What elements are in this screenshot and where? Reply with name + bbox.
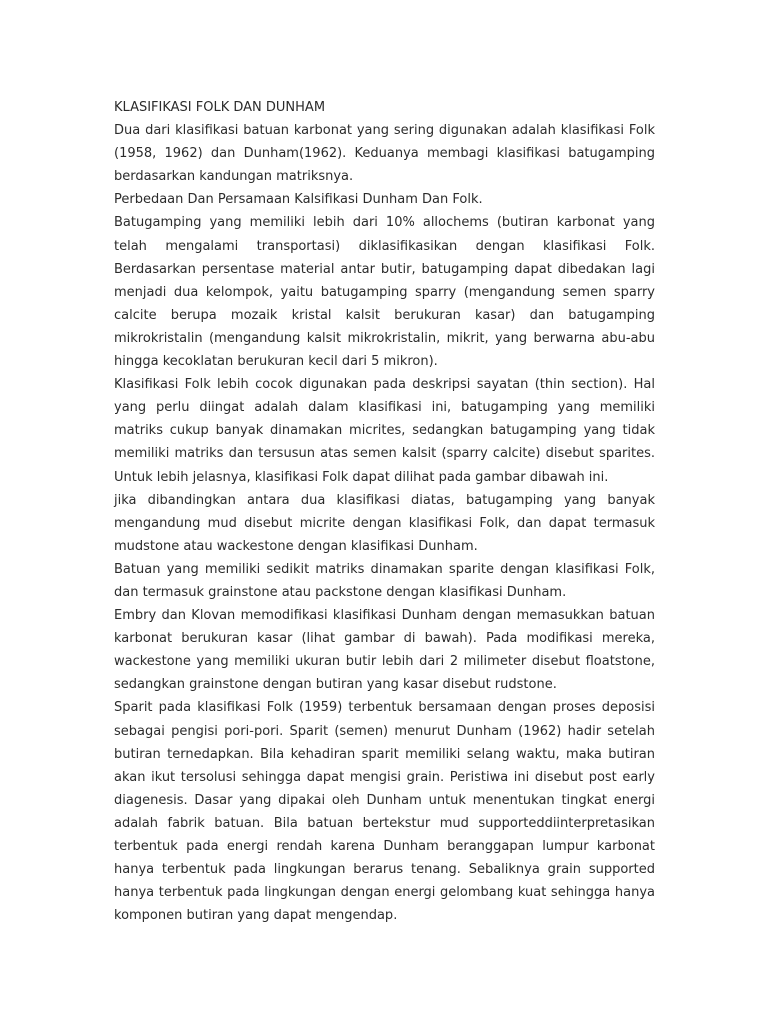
paragraph-embry-klovan: Embry dan Klovan memodifikasi klasifikasi Dunham dengan memasukkan batuan karbonat berukuran kasar (lihat gambar di bawah). Pada modifikasi mereka, wackestone yang memiliki ukuran butir lebih dari 2 milimeter disebut floatstone, sedangkan grainstone dengan butiran yang kasar disebut rudstone. — [114, 608, 655, 693]
paragraph-subheading: Perbedaan Dan Persamaan Kalsifikasi Dunham Dan Folk. — [114, 192, 483, 208]
paragraph-comparison: jika dibandingkan antara dua klasifikasi diatas, batugamping yang banyak mengandung mud disebut micrite dengan klasifikasi Folk, dan dapat termasuk mudstone atau wackestone dengan klasifikasi Dunham. — [114, 492, 655, 554]
paragraph-sparit-diagenesis: Sparit pada klasifikasi Folk (1959) terbentuk bersamaan dengan proses deposisi sebagai pengisi pori-pori. Sparit (semen) menurut Dunham (1962) hadir setelah butiran ternedapkan. Bila kehadiran sparit memiliki selang waktu, maka butiran akan ikut tersolusi sehingga dapat mengisi grain. Peristiwa ini disebut post early diagenesis. Dasar yang dipakai oleh Dunham untuk menentukan tingkat energi adalah fabrik batuan. Bila batuan bertekstur mud supporteddiinterpretasikan terbentuk pada energi rendah karena Dunham beranggapan lumpur karbonat hanya terbentuk pada lingkungan berarus tenang. Sebaliknya grain supported hanya terbentuk pada lingkungan dengan energi gelombang kuat sehingga hanya komponen butiran yang dapat mengendap. — [114, 700, 655, 924]
paragraph-allochems: Batugamping yang memiliki lebih dari 10% allochems (butiran karbonat yang telah mengalami transportasi) diklasifikasikan dengan klasifikasi Folk. Berdasarkan persentase material antar butir, batugamping dapat dibedakan lagi menjadi dua kelompok, yaitu batugamping sparry (mengandung semen sparry calcite berupa mozaik kristal kalsit berukuran kasar) dan batugamping mikrokristalin (mengandung kalsit mikrokristalin, mikrit, yang berwarna abu-abu hingga kecoklatan berukuran kecil dari 5 mikron). — [114, 215, 655, 370]
document-title: KLASIFIKASI FOLK DAN DUNHAM — [114, 100, 326, 115]
paragraph-folk-thin-section: Klasifikasi Folk lebih cocok digunakan pada deskripsi sayatan (thin section). Hal yang perlu diingat adalah dalam klasifikasi ini, batugamping yang memiliki matriks cukup banyak dinamakan micrites, sedangkan batugamping yang tidak memiliki matriks dan tersusun atas semen kalsit (sparry calcite) disebut sparites. Untuk lebih jelasnya, klasifikasi Folk dapat dilihat pada gambar dibawah ini. — [114, 377, 655, 485]
document-body — [114, 96, 655, 927]
paragraph-sparite: Batuan yang memiliki sedikit matriks dinamakan sparite dengan klasifikasi Folk, dan termasuk grainstone atau packstone dengan klasifikasi Dunham. — [114, 561, 655, 600]
paragraph-intro: Dua dari klasifikasi batuan karbonat yang sering digunakan adalah klasifikasi Folk (1958, 1962) dan Dunham(1962). Keduanya membagi klasifikasi batugamping berdasarkan kandungan matriksnya. — [114, 123, 655, 185]
